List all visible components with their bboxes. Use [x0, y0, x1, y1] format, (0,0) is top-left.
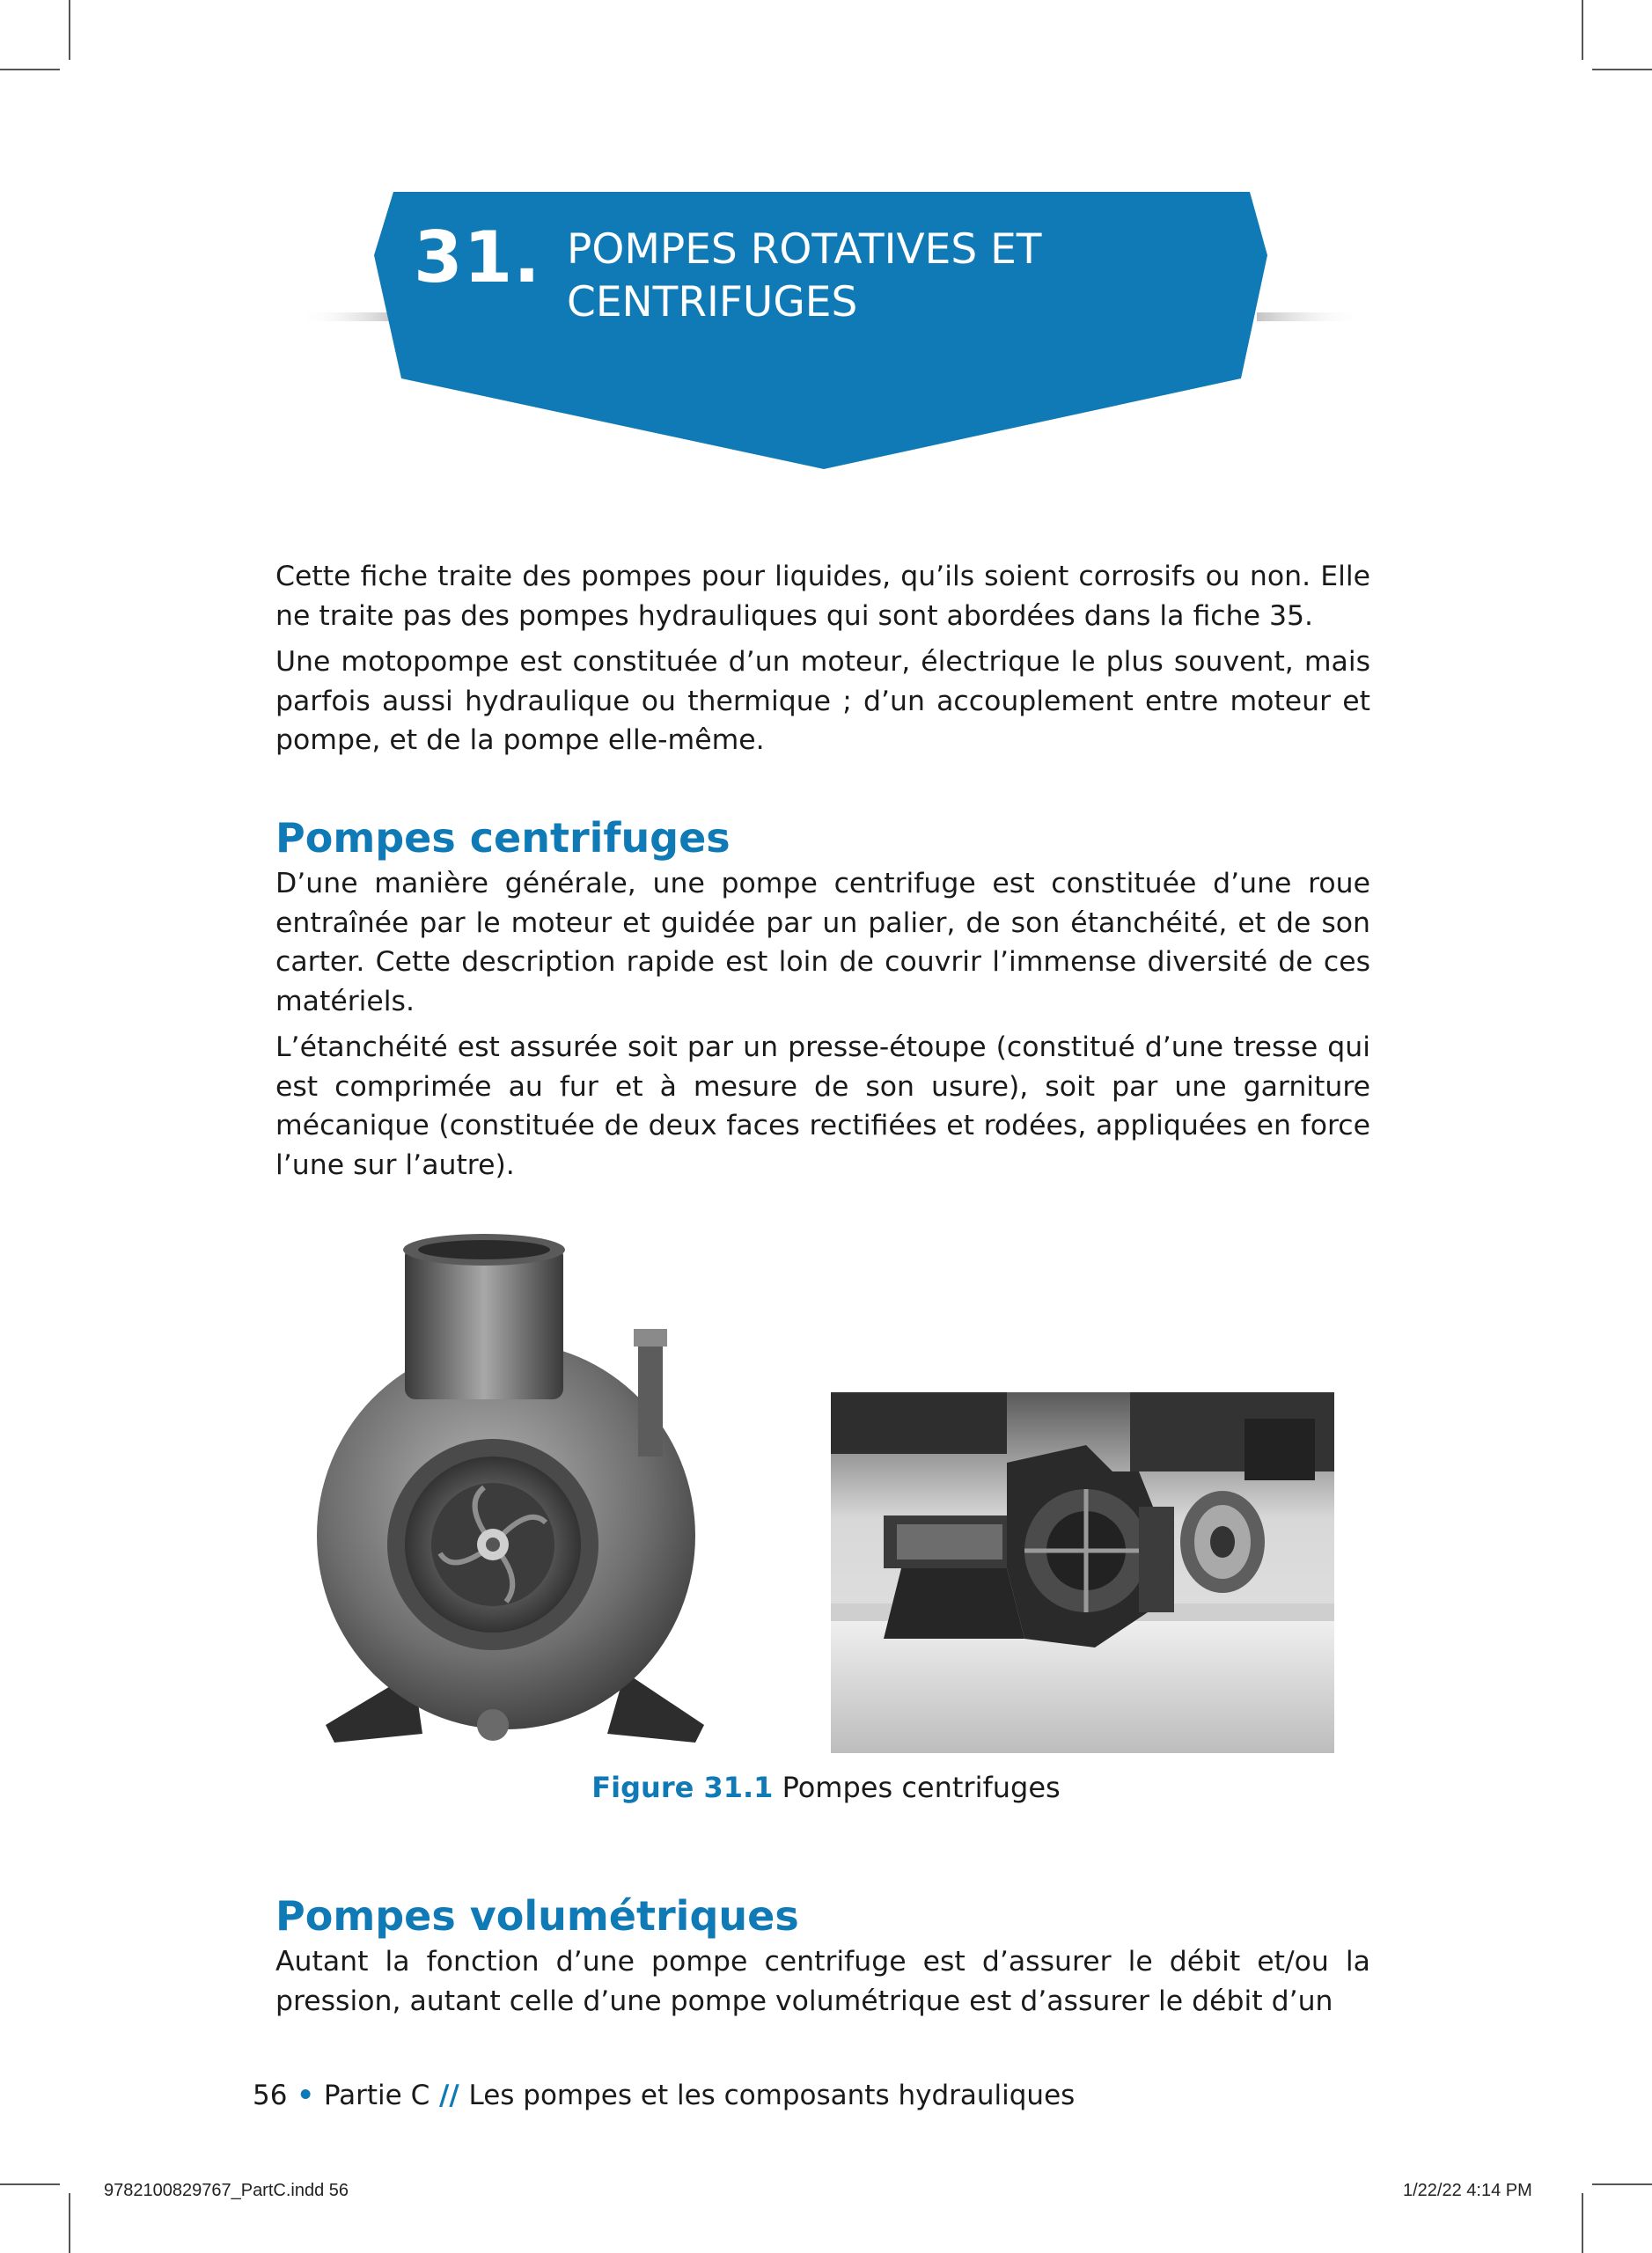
slug-filename: 9782100829767_PartC.indd 56 — [104, 2181, 349, 2200]
figure-label: Figure 31.1 — [591, 1771, 774, 1804]
crop-mark — [69, 2193, 70, 2253]
footer-bullet: • — [287, 2080, 324, 2111]
page-footer — [253, 2080, 1075, 2111]
chapter-banner — [0, 0, 1652, 493]
figure-caption — [0, 1771, 1652, 1804]
cutaway-pump-photo — [831, 1392, 1334, 1753]
chapter-number: 31. — [414, 216, 541, 298]
chapter-title-line: POMPES ROTATIVES ET — [567, 225, 1042, 274]
footer-title: Les pompes et les composants hydrauliques — [468, 2080, 1076, 2111]
section-paragraph: D’une manière générale, une pompe centrifuge est constituée d’une roue entraînée par le moteur et guidée par un palier, de son étanchéité, et de son carter. Cette description rapide est loin de couvrir l’immense diversité de ces matériels. — [275, 868, 1370, 1017]
section-paragraph: Autant la fonction d’une pompe centrifuge est d’assurer le débit et/ou la pression, autant celle d’une pompe volumétrique est d’assurer le débit d’un — [275, 1946, 1370, 2017]
chapter-title — [567, 224, 1183, 329]
figure-text: Pompes centrifuges — [773, 1771, 1061, 1804]
crop-mark — [1582, 2193, 1583, 2253]
section-centrifugal — [275, 811, 1370, 1185]
section-heading: Pompes centrifuges — [275, 814, 731, 862]
crop-mark — [0, 2183, 60, 2185]
section-heading: Pompes volumétriques — [275, 1892, 799, 1940]
intro — [275, 557, 1370, 760]
section-paragraph: L’étanchéité est assurée soit par un presse-étoupe (constitué d’une tresse qui est comprimée au fur et à mesure de son usure), soit par une garniture mécanique (constituée de deux faces rectifiées et rodées, appliquées en force l’une sur l’autre). — [275, 1031, 1370, 1181]
intro-paragraph: Une motopompe est constituée d’un moteur, électrique le plus souvent, mais parfois aussi hydraulique ou thermique ; d’un accouplement entre moteur et pompe, et de la pompe elle-même. — [275, 646, 1370, 756]
crop-mark — [1592, 2183, 1652, 2185]
intro-paragraph: Cette fiche traite des pompes pour liquides, qu’ils soient corrosifs ou non. Elle ne traite pas des pompes hydrauliques qui sont abordées dans la fiche 35. — [275, 561, 1370, 632]
centrifugal-pump-photo — [308, 1232, 722, 1751]
chapter-title-line: CENTRIFUGES — [567, 278, 858, 327]
section-volumetric — [275, 1890, 1370, 2021]
page-number: 56 — [253, 2080, 288, 2111]
slug-datetime: 1/22/22 4:14 PM — [1403, 2181, 1532, 2200]
footer-separator: // — [430, 2080, 469, 2111]
footer-part: Partie C — [323, 2080, 430, 2111]
